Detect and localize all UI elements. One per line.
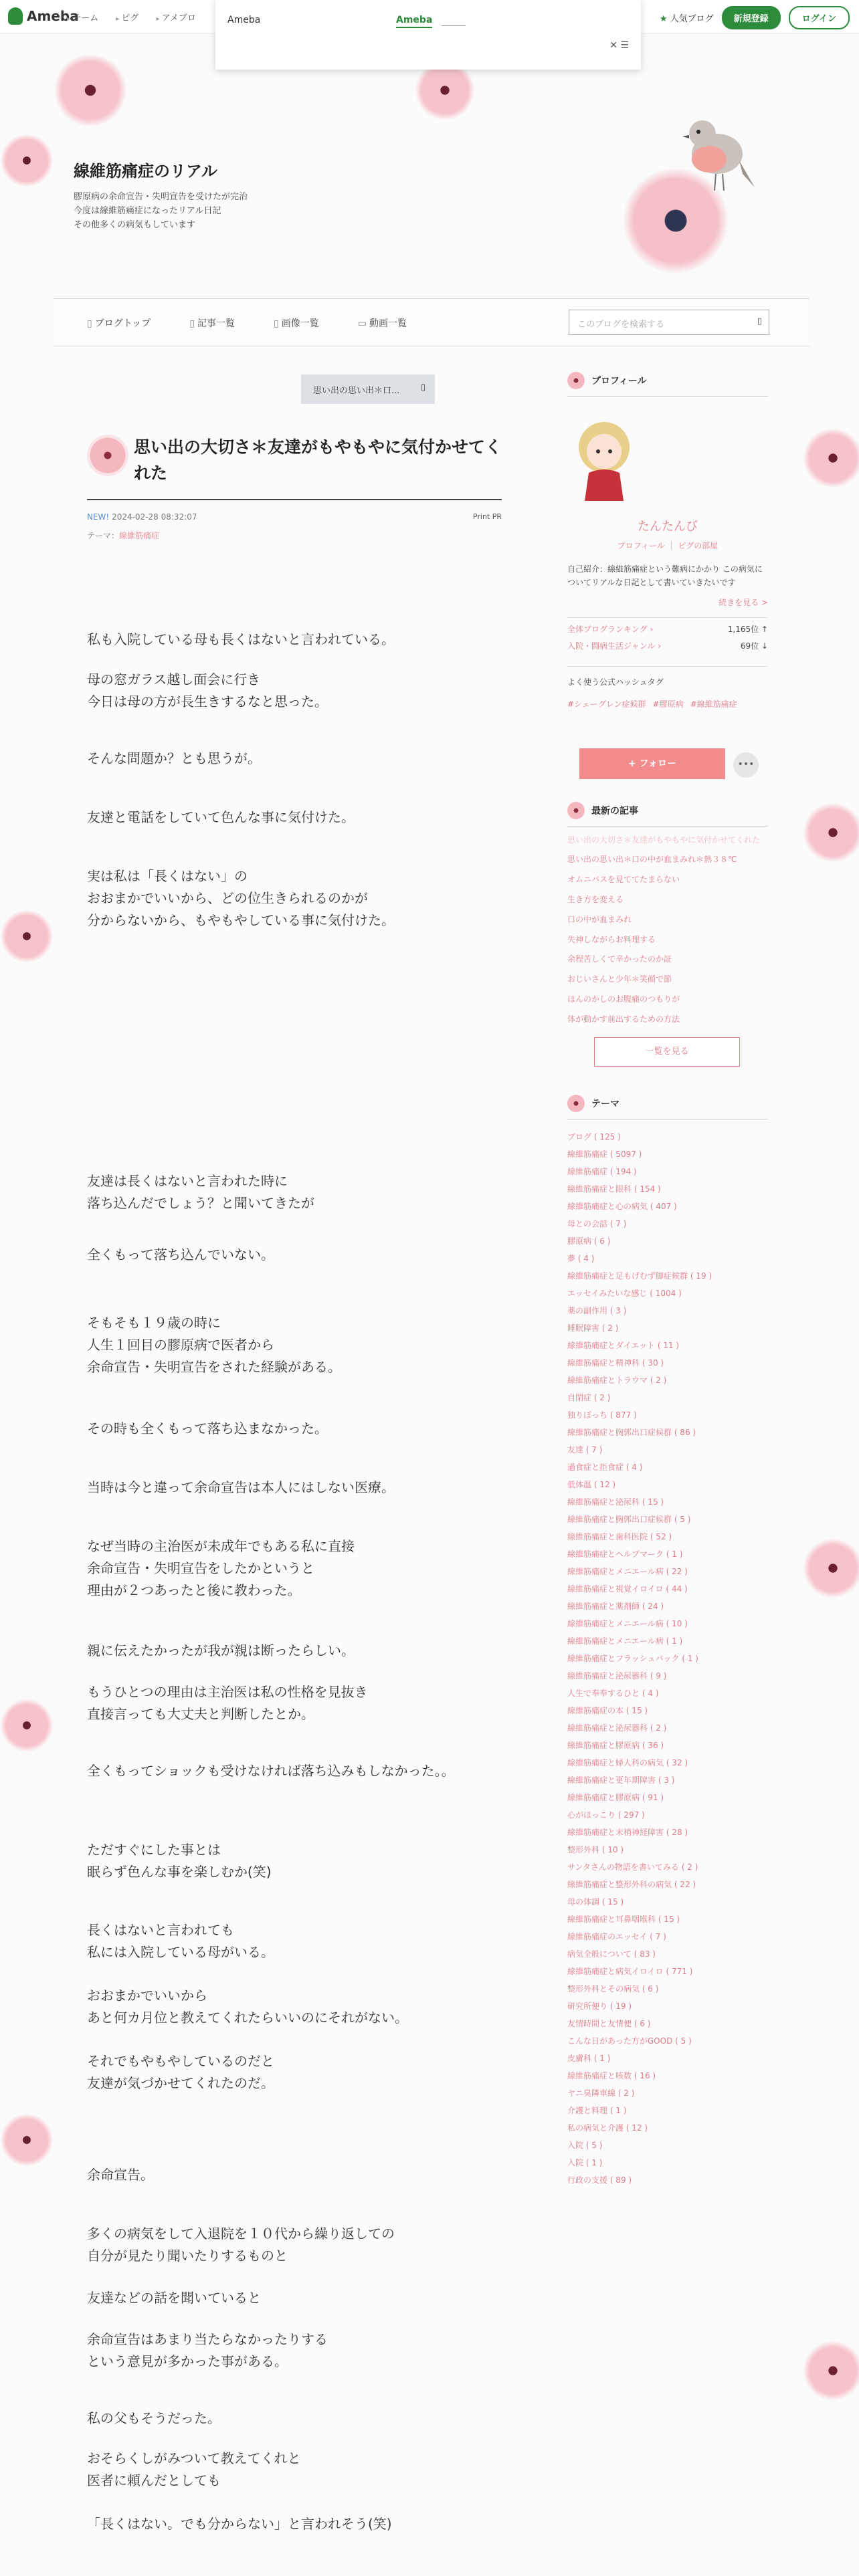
article-paragraph: 「長くはない。でも分からない」と言われそう(笑) — [87, 2516, 392, 2532]
article-paragraph: なぜ当時の主治医が未成年でもある私に直接 余命宣告・失明宣告をしたかというと 理由が２つあったと後に教わった。 — [87, 1538, 355, 1598]
article-paragraph: そんな問題か？とも思うが。 — [87, 750, 261, 766]
popular-blog-link[interactable]: ★ 人気ブログ — [660, 11, 714, 24]
theme-item[interactable]: 独りぼっち ( 877 ) — [567, 1410, 637, 1420]
article-paragraph: 多くの病気をして入退院を１０代から繰り返しての 自分が見たり聞いたりするものと — [87, 2226, 395, 2264]
theme-item[interactable]: 入院 ( 5 ) — [567, 2140, 603, 2150]
article-paragraph: 余命宣告。 — [87, 2167, 154, 2183]
blog-nav-items — [87, 316, 407, 330]
follow-row — [567, 748, 768, 779]
article-paragraph: 友達などの話を聞いていると — [87, 2290, 261, 2306]
theme-item[interactable]: ブログ ( 125 ) — [567, 1132, 621, 1142]
recent-list — [567, 835, 768, 1025]
theme-item[interactable]: 線維筋痛症とメニエール病 ( 22 ) — [567, 1566, 688, 1576]
flower-icon — [567, 802, 585, 819]
theme-item[interactable]: 線維筋痛症と膠原病 ( 91 ) — [567, 1792, 664, 1802]
theme-item[interactable]: 私の病気と介護 ( 12 ) — [567, 2123, 648, 2133]
new-badge: NEW! — [87, 512, 110, 522]
article-meta — [87, 512, 502, 541]
theme-item[interactable]: 線維筋痛症と膠原病 ( 36 ) — [567, 1740, 664, 1750]
nav-image-list[interactable] — [274, 316, 319, 330]
profile-heading — [567, 372, 768, 397]
hashtag-link[interactable]: #膠原病 — [652, 699, 684, 709]
nav-label: 動画一覧 — [369, 318, 407, 329]
theme-item[interactable]: 線維筋痛症とトラウマ ( 2 ) — [567, 1375, 667, 1385]
home-icon: ▯ — [87, 318, 92, 329]
theme-item[interactable]: 線維筋痛症と視覚イロイロ ( 44 ) — [567, 1584, 688, 1594]
article-paragraph: 友達と電話をしていて色んな事に気付けた。 — [87, 809, 355, 825]
theme-item[interactable]: 夢 ( 4 ) — [567, 1253, 595, 1263]
theme-item[interactable]: 線維筋痛症と泌尿器科 ( 9 ) — [567, 1671, 667, 1681]
nav-label: 画像一覧 — [281, 318, 319, 329]
theme-item[interactable]: 線維筋痛症 ( 5097 ) — [567, 1149, 642, 1159]
theme-item[interactable]: 線維筋痛症と病気イロイロ ( 771 ) — [567, 1966, 693, 1976]
theme-item[interactable]: 過食症と拒食症 ( 4 ) — [567, 1462, 643, 1472]
article-flower-icon — [87, 435, 128, 476]
popup-close-icon[interactable]: ✕ ☰ — [609, 40, 629, 51]
hashtag-link[interactable]: #線維筋痛症 — [690, 699, 737, 709]
recent-item[interactable]: ほんのかしのお腹痛のつもりが — [567, 994, 680, 1004]
ameba-logo-icon — [8, 7, 23, 25]
ranking-value: 69位 ↓ — [740, 641, 768, 651]
theme-item[interactable]: 線維筋痛症 ( 194 ) — [567, 1166, 637, 1176]
login-button[interactable]: ログイン — [789, 6, 850, 29]
theme-item[interactable]: 線維筋痛症と泌尿科 ( 15 ) — [567, 1497, 664, 1507]
article-paragraph: 親に伝えたかったが我が親は断ったらしい。 — [87, 1642, 355, 1658]
theme-item[interactable]: 線維筋痛症と眼科 ( 154 ) — [567, 1184, 661, 1194]
ranking-label: 全体ブログランキング › — [567, 624, 654, 634]
pager-icon: ▯ — [420, 383, 425, 393]
read-more-link[interactable]: 続きを見る > — [567, 597, 768, 618]
theme-item[interactable]: 研究所便り ( 19 ) — [567, 2001, 632, 2011]
article-paragraph: もうひとつの理由は主治医は私の性格を見抜き 直接言っても大丈夫と判断したとか。 — [87, 1684, 368, 1722]
theme-item[interactable]: 線維筋痛症と胸郭出口症候群 ( 86 ) — [567, 1427, 696, 1437]
theme-item[interactable]: 皮膚科 ( 1 ) — [567, 2053, 611, 2063]
nav-article-list[interactable] — [189, 316, 235, 330]
theme-item[interactable]: エッセイみたいな感じ ( 1004 ) — [567, 1288, 682, 1298]
theme-item[interactable]: 自閉症 ( 2 ) — [567, 1392, 611, 1402]
theme-item[interactable]: 線維筋痛症と更年期障害 ( 3 ) — [567, 1775, 675, 1785]
theme-item[interactable]: 線維筋痛症と泌尿器科 ( 2 ) — [567, 1723, 667, 1733]
article-date: 2024-02-28 08:32:07 — [112, 512, 197, 522]
sidebar — [567, 372, 768, 2189]
nav-video-list[interactable] — [358, 316, 407, 330]
article-paragraph: 友達は長くはないと言われた時に 落ち込んだでしょう？と聞いてきたが — [87, 1173, 314, 1211]
profile-links[interactable]: プロフィール ｜ ピグの部屋 — [617, 541, 719, 550]
section-title: 最新の記事 — [591, 805, 638, 817]
theme-heading — [567, 1095, 768, 1119]
theme-item[interactable]: 病気全般について ( 83 ) — [567, 1949, 656, 1959]
article-header — [87, 435, 502, 500]
article-paragraph: その時も全くもって落ち込まなかった。 — [87, 1420, 328, 1436]
top-right-actions — [660, 6, 850, 29]
theme-item[interactable]: 線維筋痛症とフラッシュバック ( 1 ) — [567, 1653, 698, 1663]
flower-icon — [567, 372, 585, 389]
theme-link[interactable]: 線維筋痛症 — [119, 531, 160, 540]
nav-label: ブログトップ — [94, 318, 151, 329]
theme-item[interactable]: 介護と料理 ( 1 ) — [567, 2105, 627, 2115]
blog-desc-line: 今度は線維筋痛症になったリアル日記 — [74, 205, 221, 216]
blog-title[interactable]: 線維筋痛症のリアル — [74, 162, 218, 181]
theme-item[interactable]: 線維筋痛症と胸郭出口症候群 ( 5 ) — [567, 1514, 691, 1524]
theme-item[interactable]: 睡眠障害 ( 2 ) — [567, 1323, 619, 1333]
theme-item[interactable]: 線維筋痛症と耳鼻咽喉科 ( 15 ) — [567, 1914, 680, 1924]
ranking-row[interactable] — [567, 640, 768, 651]
theme-item[interactable]: 入院 ( 1 ) — [567, 2157, 603, 2167]
more-options-icon[interactable]: ••• — [733, 752, 759, 778]
search-icon[interactable]: ▯ — [757, 316, 762, 326]
popup-title: Ameba — [227, 15, 261, 25]
article-theme — [87, 530, 502, 541]
blog-desc-line: その他多くの病気もしています — [74, 219, 196, 230]
theme-item[interactable]: 整形外科とその病気 ( 6 ) — [567, 1983, 659, 1994]
top-nav — [67, 11, 196, 23]
section-title: プロフィール — [591, 376, 647, 387]
recent-articles — [567, 802, 768, 1067]
recent-item[interactable]: 生き方を変える — [567, 894, 624, 904]
theme-item[interactable]: こんな日があった方がGOOD ( 5 ) — [567, 2036, 692, 2046]
theme-item[interactable]: 線維筋痛症とメニエール病 ( 1 ) — [567, 1636, 683, 1646]
theme-item[interactable]: 線維筋痛症とヘルプマーク ( 1 ) — [567, 1549, 683, 1559]
theme-item[interactable]: 友情時間と友情便 ( 6 ) — [567, 2018, 651, 2028]
ameba-logo[interactable]: Ameba — [8, 7, 79, 25]
popup-divider — [442, 25, 466, 26]
recent-item[interactable]: おじいさんと少年＊笑顔で節 — [567, 974, 672, 984]
recent-item[interactable]: 思い出の思い出＊口の中が血まみれ＊熱３８℃ — [567, 855, 737, 865]
recent-item[interactable]: 余程苦しくて辛かったのか証 — [567, 954, 672, 964]
theme-item[interactable]: 線維筋痛症と整形外科の病気 ( 22 ) — [567, 1879, 696, 1889]
theme-item[interactable]: 線維筋痛症と婦人科の病気 ( 32 ) — [567, 1757, 688, 1767]
blog-search-input[interactable] — [569, 310, 769, 335]
article-paragraph: 全くもって落ち込んでいない。 — [87, 1247, 274, 1263]
article-paragraph: 全くもってショックも受けなければ落ち込みもしなかった。。 — [87, 1763, 455, 1779]
theme-item[interactable]: 母の体調 ( 15 ) — [567, 1897, 624, 1907]
article-paragraph: おおまかでいいから あと何カ月位と教えてくれたらいいのにそれがない。 — [87, 1988, 408, 2026]
top-nav-pigg[interactable]: ▸ ピグ — [116, 11, 138, 23]
theme-item[interactable]: ヤニ臭隣車線 ( 2 ) — [567, 2088, 635, 2098]
article-paragraph: そもそも１９歳の時に 人生１回目の膠原病で医者から 余命宣告・失明宣告をされた経験がある。 — [87, 1315, 341, 1375]
ranking-value: 1,165位 ↑ — [727, 624, 768, 634]
article-paragraph: おそらくしがみついて教えてくれと 医者に頼んだとしても — [87, 2450, 301, 2488]
list-icon: ▯ — [189, 318, 195, 329]
recent-item[interactable]: 体が動かす前出するための方法 — [567, 1014, 680, 1024]
theme-item[interactable]: 母との会話 ( 7 ) — [567, 1218, 627, 1228]
article-paragraph: 私の父もそうだった。 — [87, 2410, 221, 2426]
theme-item[interactable]: 行政の支援 ( 89 ) — [567, 2175, 632, 2185]
blog-description — [74, 191, 408, 232]
theme-item[interactable]: 心がほっこり ( 297 ) — [567, 1810, 645, 1820]
section-title: テーマ — [591, 1098, 619, 1109]
theme-item[interactable]: 薬の副作用 ( 3 ) — [567, 1305, 627, 1315]
article-paragraph: 母の窓ガラス越し面会に行き 今日は母の方が長生きするなと思った。 — [87, 671, 328, 710]
theme-item[interactable]: 線維筋痛症と末梢神経障害 ( 28 ) — [567, 1827, 688, 1837]
theme-item[interactable]: 線維筋痛症と足もげむず脚症候群 ( 19 ) — [567, 1271, 712, 1281]
theme-item[interactable]: 線維筋痛症とメニエール病 ( 10 ) — [567, 1618, 688, 1628]
theme-item[interactable]: 友達 ( 7 ) — [567, 1444, 603, 1455]
article-paragraph: ただすぐにした事とは 眠らず色んな事を楽しむか(笑) — [87, 1842, 272, 1880]
pager-label: 思い出の思い出＊口... — [313, 386, 400, 396]
theme-item[interactable]: 線維筋痛症と歯科医院 ( 52 ) — [567, 1531, 672, 1541]
search-placeholder: このブログを検索する — [577, 320, 665, 330]
theme-item[interactable]: 線維筋痛症と咳数 ( 16 ) — [567, 2070, 656, 2080]
article-paragraph: 実は私は「長くはない」の おおまかでいいから、どの位生きられるのかが 分からないから、もやもやしている事に気付けた。 — [87, 868, 395, 928]
theme-section — [567, 1095, 768, 2189]
theme-item[interactable]: 線維筋痛症と薬剤師 ( 24 ) — [567, 1601, 664, 1611]
recent-heading — [567, 802, 768, 827]
article-paragraph: 当時は今と違って余命宣告は本人にはしない医療。 — [87, 1479, 395, 1495]
register-button[interactable]: 新規登録 — [722, 6, 781, 29]
recent-item[interactable]: 思い出の大切さ＊友達がもやもやに気付かせてくれた — [567, 835, 761, 845]
bird-illustration-icon — [676, 107, 756, 201]
theme-list — [567, 1129, 768, 2189]
theme-item[interactable]: 膠原病 ( 6 ) — [567, 1236, 611, 1246]
recent-item[interactable]: オムニバスを見ててたまらない — [567, 875, 680, 885]
theme-item[interactable]: 人生で奉奉するひと ( 4 ) — [567, 1688, 659, 1698]
article-paragraph: それでもやもやしているのだと 友達が気づかせてくれたのだ。 — [87, 2053, 274, 2091]
article-paragraph: 私も入院している母も長くはないと言われている。 — [87, 631, 395, 647]
popup-link[interactable]: Ameba — [396, 15, 432, 28]
blog-nav — [54, 298, 809, 346]
blog-header — [74, 158, 408, 232]
theme-label: テーマ： — [87, 531, 120, 540]
nav-label: 記事一覧 — [197, 318, 235, 329]
theme-item[interactable]: 線維筋痛症のエッセイ ( 7 ) — [567, 1931, 666, 1941]
blog-desc-line: 膠原病の余命宣告・失明宣告を受けたが完治 — [74, 192, 248, 202]
recent-item[interactable]: 失神しながらお料理する — [567, 934, 656, 944]
follow-button[interactable]: + フォロー — [579, 748, 725, 779]
article-paragraph: 余命宣告はあまり当たらなかったりする という意見が多かった事がある。 — [87, 2331, 328, 2369]
profile-avatar[interactable] — [567, 417, 641, 504]
theme-item[interactable]: 線維筋痛症と精神科 ( 30 ) — [567, 1358, 664, 1368]
hashtag-list — [567, 698, 768, 710]
profile-name[interactable]: たんたんび — [638, 520, 698, 534]
article-pager[interactable] — [301, 374, 435, 404]
theme-item[interactable]: 低体温 ( 12 ) — [567, 1479, 616, 1489]
article-title[interactable]: 思い出の大切さ＊友達がもやもやに気付かせてくれた — [134, 437, 502, 483]
recent-item[interactable]: 口の中が血まみれ — [567, 914, 632, 924]
theme-item[interactable]: サンタさんの物語を書いてみる ( 2 ) — [567, 1862, 698, 1872]
theme-item[interactable]: 線維筋痛症の本 ( 15 ) — [567, 1705, 648, 1715]
profile-intro: 自己紹介：線維筋痛症という難病にかかり この病気についてリアルな日記として書いていきたいです — [567, 564, 763, 587]
view-all-button[interactable]: 一覧を見る — [594, 1037, 740, 1067]
hashtag-link[interactable]: #シェーグレン症候群 — [567, 699, 646, 709]
flower-icon — [567, 1095, 585, 1112]
theme-item[interactable]: 線維筋痛症と心の病気 ( 407 ) — [567, 1201, 677, 1211]
video-icon: ▭ — [357, 318, 367, 329]
theme-item[interactable]: 線維筋痛症とダイエット ( 11 ) — [567, 1340, 680, 1350]
print-pr-label[interactable]: Print PR — [472, 512, 502, 521]
top-nav-ameblo[interactable]: ▸ アメブロ — [156, 11, 195, 23]
hashtag-title: よく使う公式ハッシュタグ — [567, 666, 768, 687]
article-paragraph: 長くはないと言われても 私には入院している母がいる。 — [87, 1922, 274, 1960]
ranking-label: 入院・闘病生活ジャンル › — [567, 641, 662, 651]
image-icon: ▯ — [274, 318, 279, 329]
top-nav-team[interactable]: ▸ チーム — [67, 11, 98, 23]
overlay-popup — [215, 0, 641, 70]
theme-item[interactable]: 整形外科 ( 10 ) — [567, 1844, 624, 1854]
ranking-row[interactable] — [567, 623, 768, 635]
nav-blog-top[interactable] — [87, 316, 151, 330]
